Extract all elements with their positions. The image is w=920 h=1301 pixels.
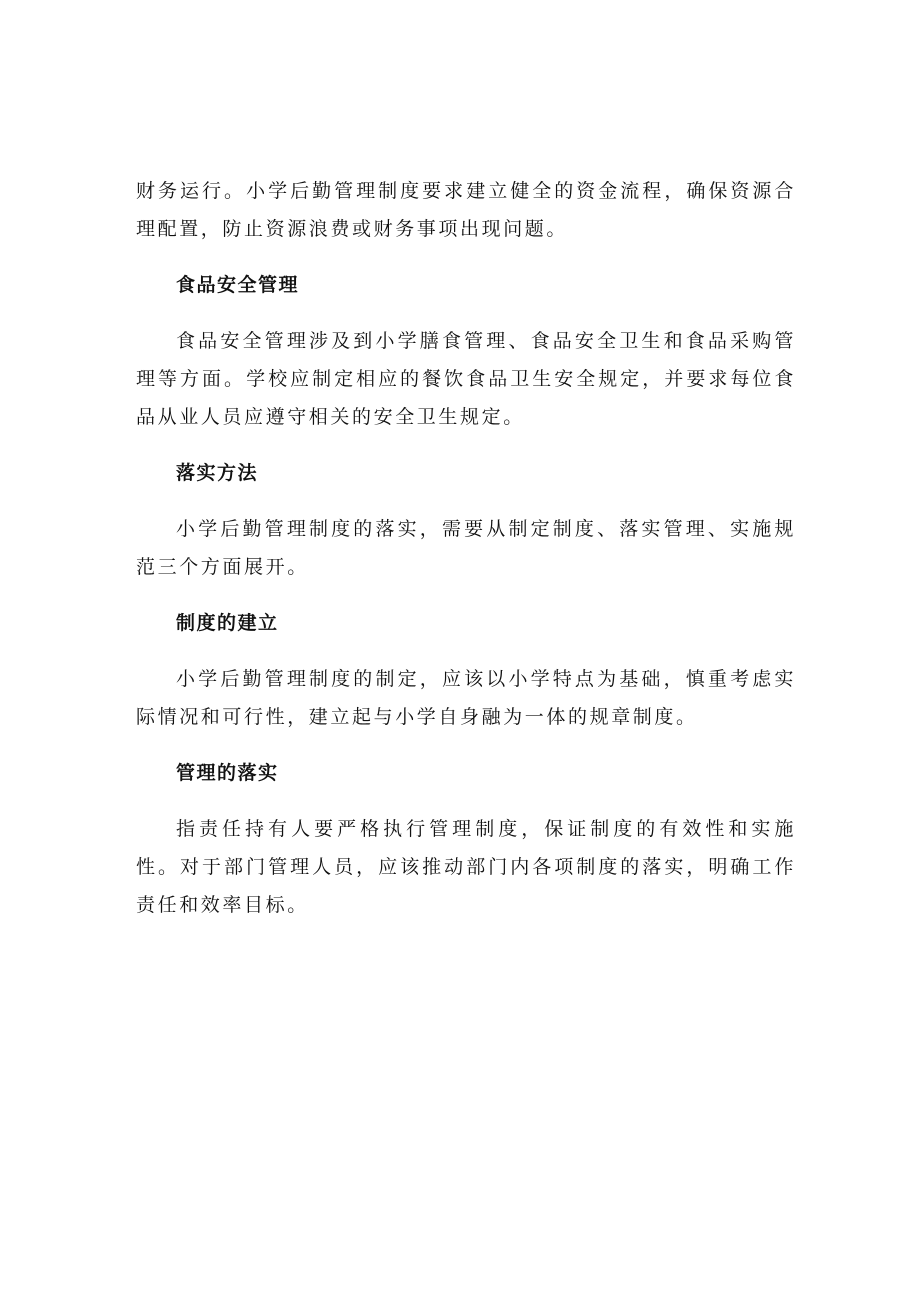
section-heading-food-safety: 食品安全管理 [176, 274, 300, 296]
section-body-implementation: 小学后勤管理制度的落实，需要从制定制度、落实管理、实施规范三个方面展开。 [136, 518, 796, 578]
section-body-management-implementation: 指责任持有人要严格执行管理制度，保证制度的有效性和实施性。对于部门管理人员，应该推动部门内各项制度的落实，明确工作责任和效率目标。 [136, 818, 796, 916]
section-body-food-safety: 食品安全管理涉及到小学膳食管理、食品安全卫生和食品采购管理等方面。学校应制定相应的餐饮食品卫生安全规定，并要求每位食品从业人员应遵守相关的安全卫生规定。 [136, 330, 796, 428]
section-heading-system-establishment: 制度的建立 [176, 612, 279, 634]
intro-paragraph: 财务运行。小学后勤管理制度要求建立健全的资金流程，确保资源合理配置，防止资源浪费或财务事项出现问题。 [136, 180, 796, 240]
section-heading-implementation: 落实方法 [176, 462, 259, 484]
section-heading-management-implementation: 管理的落实 [176, 762, 279, 784]
section-body-system-establishment: 小学后勤管理制度的制定，应该以小学特点为基础，慎重考虑实际情况和可行性，建立起与小学自身融为一体的规章制度。 [136, 668, 796, 728]
document-page [136, 172, 796, 924]
